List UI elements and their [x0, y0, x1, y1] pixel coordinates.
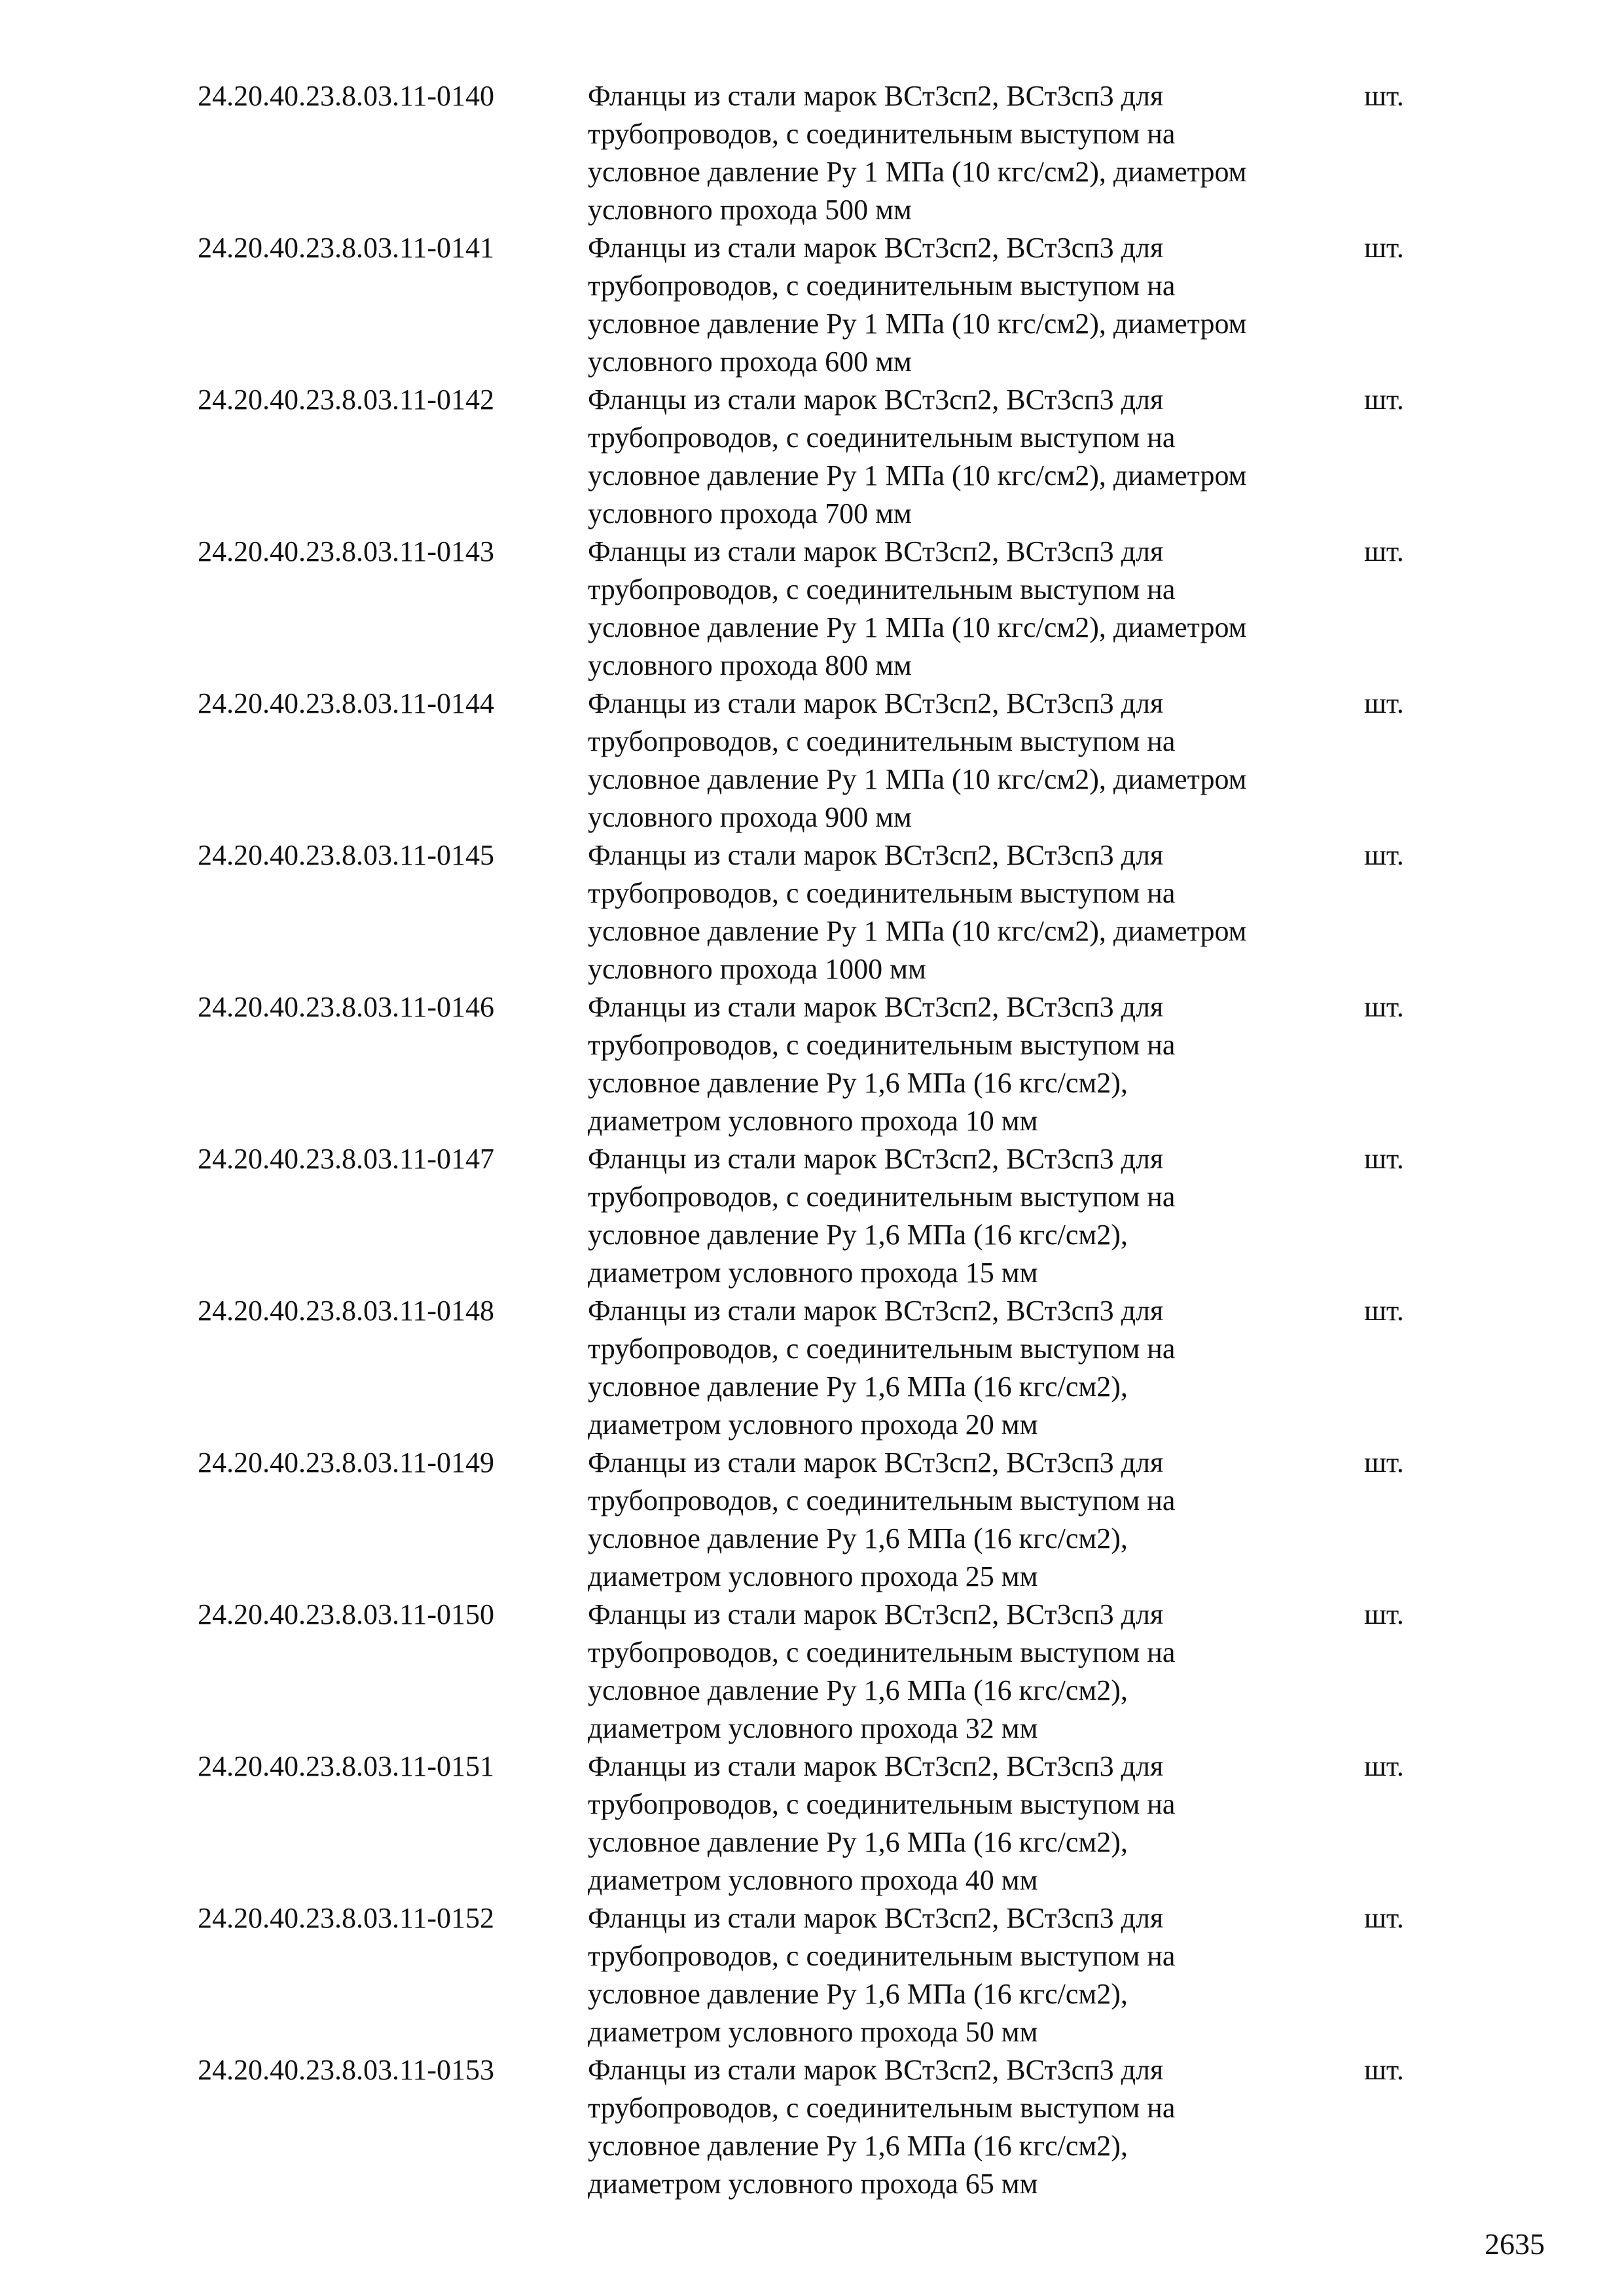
list-item: [0, 1292, 1624, 1444]
entry-description-line: трубопроводов, с соединительным выступом на: [588, 1788, 1176, 1820]
entry-description-line: трубопроводов, с соединительным выступом на: [588, 1181, 1176, 1213]
entry-description-line: условного прохода 900 мм: [588, 801, 912, 833]
entry-description-line: диаметром условного прохода 25 мм: [588, 1560, 1038, 1592]
entry-code: 24.20.40.23.8.03.11-0146: [198, 991, 495, 1023]
entry-code: 24.20.40.23.8.03.11-0142: [198, 384, 495, 416]
entry-code: 24.20.40.23.8.03.11-0147: [198, 1143, 495, 1175]
entry-description-line: Фланцы из стали марок ВСт3сп2, ВСт3сп3 для: [588, 1143, 1164, 1175]
list-item: [0, 1596, 1624, 1748]
entry-description: [588, 1899, 1347, 2051]
list-item: [0, 229, 1624, 381]
entry-description: [588, 381, 1347, 533]
entry-code: 24.20.40.23.8.03.11-0150: [198, 1598, 495, 1630]
list-item: [0, 1444, 1624, 1596]
entry-unit: шт.: [1364, 1446, 1404, 1479]
entry-description-line: диаметром условного прохода 10 мм: [588, 1105, 1038, 1137]
entry-description: [588, 1292, 1347, 1444]
entry-code: 24.20.40.23.8.03.11-0143: [198, 535, 495, 567]
entry-description-line: условное давление Ру 1 МПа (10 кгс/см2), диаметром: [588, 611, 1247, 643]
entry-code: 24.20.40.23.8.03.11-0148: [198, 1295, 495, 1327]
entry-description-line: условное давление Ру 1,6 МПа (16 кгс/см2),: [588, 1978, 1128, 2010]
entry-description-line: трубопроводов, с соединительным выступом на: [588, 118, 1176, 150]
entry-description: [588, 988, 1347, 1140]
entry-description-line: диаметром условного прохода 15 мм: [588, 1257, 1038, 1289]
entry-description-line: трубопроводов, с соединительным выступом на: [588, 270, 1176, 302]
entry-description-line: Фланцы из стали марок ВСт3сп2, ВСт3сп3 для: [588, 1446, 1164, 1479]
entry-description-line: условного прохода 600 мм: [588, 346, 912, 378]
entry-description-line: диаметром условного прохода 65 мм: [588, 2168, 1038, 2200]
entry-unit: шт.: [1364, 2054, 1404, 2086]
entry-description: [588, 685, 1347, 836]
entry-description-line: трубопроводов, с соединительным выступом на: [588, 1333, 1176, 1365]
entry-code: 24.20.40.23.8.03.11-0151: [198, 1750, 495, 1782]
entry-description-line: условное давление Ру 1,6 МПа (16 кгс/см2),: [588, 1826, 1128, 1858]
entry-unit: шт.: [1364, 1143, 1404, 1175]
entry-code: 24.20.40.23.8.03.11-0149: [198, 1446, 495, 1479]
list-item: [0, 836, 1624, 988]
entry-unit: шт.: [1364, 80, 1404, 112]
entry-description-line: трубопроводов, с соединительным выступом на: [588, 573, 1176, 605]
entry-description-line: условное давление Ру 1 МПа (10 кгс/см2), диаметром: [588, 459, 1247, 492]
entry-code: 24.20.40.23.8.03.11-0144: [198, 687, 495, 719]
entry-code: 24.20.40.23.8.03.11-0152: [198, 1902, 495, 1934]
list-item: [0, 1899, 1624, 2051]
entry-description-line: условное давление Ру 1,6 МПа (16 кгс/см2),: [588, 1067, 1128, 1099]
entry-description-line: Фланцы из стали марок ВСт3сп2, ВСт3сп3 для: [588, 2054, 1164, 2086]
entry-description: [588, 1444, 1347, 1596]
entry-description: [588, 1748, 1347, 1899]
entry-description-line: условное давление Ру 1,6 МПа (16 кгс/см2),: [588, 2130, 1128, 2162]
entry-unit: шт.: [1364, 1598, 1404, 1630]
list-item: [0, 1748, 1624, 1899]
entry-description-line: трубопроводов, с соединительным выступом на: [588, 422, 1176, 454]
entry-description-line: условное давление Ру 1,6 МПа (16 кгс/см2),: [588, 1674, 1128, 1706]
entry-description-line: трубопроводов, с соединительным выступом на: [588, 725, 1176, 757]
entry-unit: шт.: [1364, 384, 1404, 416]
entry-description-line: условного прохода 500 мм: [588, 194, 912, 226]
entry-description-line: трубопроводов, с соединительным выступом на: [588, 1636, 1176, 1668]
entry-description-line: условное давление Ру 1,6 МПа (16 кгс/см2),: [588, 1371, 1128, 1403]
entry-description-line: условное давление Ру 1 МПа (10 кгс/см2), диаметром: [588, 763, 1247, 795]
entry-description: [588, 2051, 1347, 2203]
page-number: 2635: [1485, 2227, 1545, 2261]
entry-unit: шт.: [1364, 839, 1404, 871]
entry-description: [588, 1140, 1347, 1292]
entry-description-line: Фланцы из стали марок ВСт3сп2, ВСт3сп3 для: [588, 991, 1164, 1023]
entry-description-line: диаметром условного прохода 20 мм: [588, 1408, 1038, 1441]
entry-description-line: Фланцы из стали марок ВСт3сп2, ВСт3сп3 для: [588, 384, 1164, 416]
entry-code: 24.20.40.23.8.03.11-0153: [198, 2054, 495, 2086]
entry-description-line: диаметром условного прохода 50 мм: [588, 2016, 1038, 2048]
list-item: [0, 2051, 1624, 2203]
entry-description-line: трубопроводов, с соединительным выступом на: [588, 2092, 1176, 2124]
entry-description-line: трубопроводов, с соединительным выступом на: [588, 1484, 1176, 1516]
list-item: [0, 77, 1624, 229]
entry-description-line: диаметром условного прохода 32 мм: [588, 1712, 1038, 1744]
entry-description-line: Фланцы из стали марок ВСт3сп2, ВСт3сп3 для: [588, 80, 1164, 112]
entry-description-line: Фланцы из стали марок ВСт3сп2, ВСт3сп3 для: [588, 1598, 1164, 1630]
entry-description-line: трубопроводов, с соединительным выступом на: [588, 1940, 1176, 1972]
list-item: [0, 381, 1624, 533]
list-item: [0, 988, 1624, 1140]
entry-code: 24.20.40.23.8.03.11-0140: [198, 80, 495, 112]
list-item: [0, 533, 1624, 685]
entry-unit: шт.: [1364, 1750, 1404, 1782]
entry-description-line: трубопроводов, с соединительным выступом на: [588, 1029, 1176, 1061]
entry-code: 24.20.40.23.8.03.11-0141: [198, 232, 495, 264]
entry-code: 24.20.40.23.8.03.11-0145: [198, 839, 495, 871]
entry-description-line: Фланцы из стали марок ВСт3сп2, ВСт3сп3 для: [588, 232, 1164, 264]
entry-description-line: условное давление Ру 1,6 МПа (16 кгс/см2),: [588, 1219, 1128, 1251]
entry-description: [588, 77, 1347, 229]
entry-unit: шт.: [1364, 232, 1404, 264]
entry-description-line: диаметром условного прохода 40 мм: [588, 1864, 1038, 1896]
entry-description-line: Фланцы из стали марок ВСт3сп2, ВСт3сп3 для: [588, 687, 1164, 719]
entry-description: [588, 836, 1347, 988]
entry-description-line: условное давление Ру 1 МПа (10 кгс/см2), диаметром: [588, 156, 1247, 188]
entry-unit: шт.: [1364, 991, 1404, 1023]
price-list-entries: [0, 77, 1624, 2203]
entry-description-line: условное давление Ру 1,6 МПа (16 кгс/см2),: [588, 1522, 1128, 1554]
entry-description: [588, 229, 1347, 381]
entry-description: [588, 533, 1347, 685]
entry-description-line: Фланцы из стали марок ВСт3сп2, ВСт3сп3 для: [588, 1902, 1164, 1934]
entry-description-line: Фланцы из стали марок ВСт3сп2, ВСт3сп3 для: [588, 839, 1164, 871]
entry-description-line: условного прохода 1000 мм: [588, 953, 926, 985]
entry-unit: шт.: [1364, 1902, 1404, 1934]
list-item: [0, 1140, 1624, 1292]
list-item: [0, 685, 1624, 836]
entry-unit: шт.: [1364, 1295, 1404, 1327]
entry-description-line: условное давление Ру 1 МПа (10 кгс/см2), диаметром: [588, 915, 1247, 947]
entry-description-line: трубопроводов, с соединительным выступом на: [588, 877, 1176, 909]
entry-description-line: Фланцы из стали марок ВСт3сп2, ВСт3сп3 для: [588, 535, 1164, 567]
entry-description-line: условного прохода 800 мм: [588, 649, 912, 681]
entry-description: [588, 1596, 1347, 1748]
entry-description-line: условного прохода 700 мм: [588, 497, 912, 529]
entry-unit: шт.: [1364, 687, 1404, 719]
entry-unit: шт.: [1364, 535, 1404, 567]
entry-description-line: Фланцы из стали марок ВСт3сп2, ВСт3сп3 для: [588, 1750, 1164, 1782]
entry-description-line: условное давление Ру 1 МПа (10 кгс/см2), диаметром: [588, 308, 1247, 340]
entry-description-line: Фланцы из стали марок ВСт3сп2, ВСт3сп3 для: [588, 1295, 1164, 1327]
